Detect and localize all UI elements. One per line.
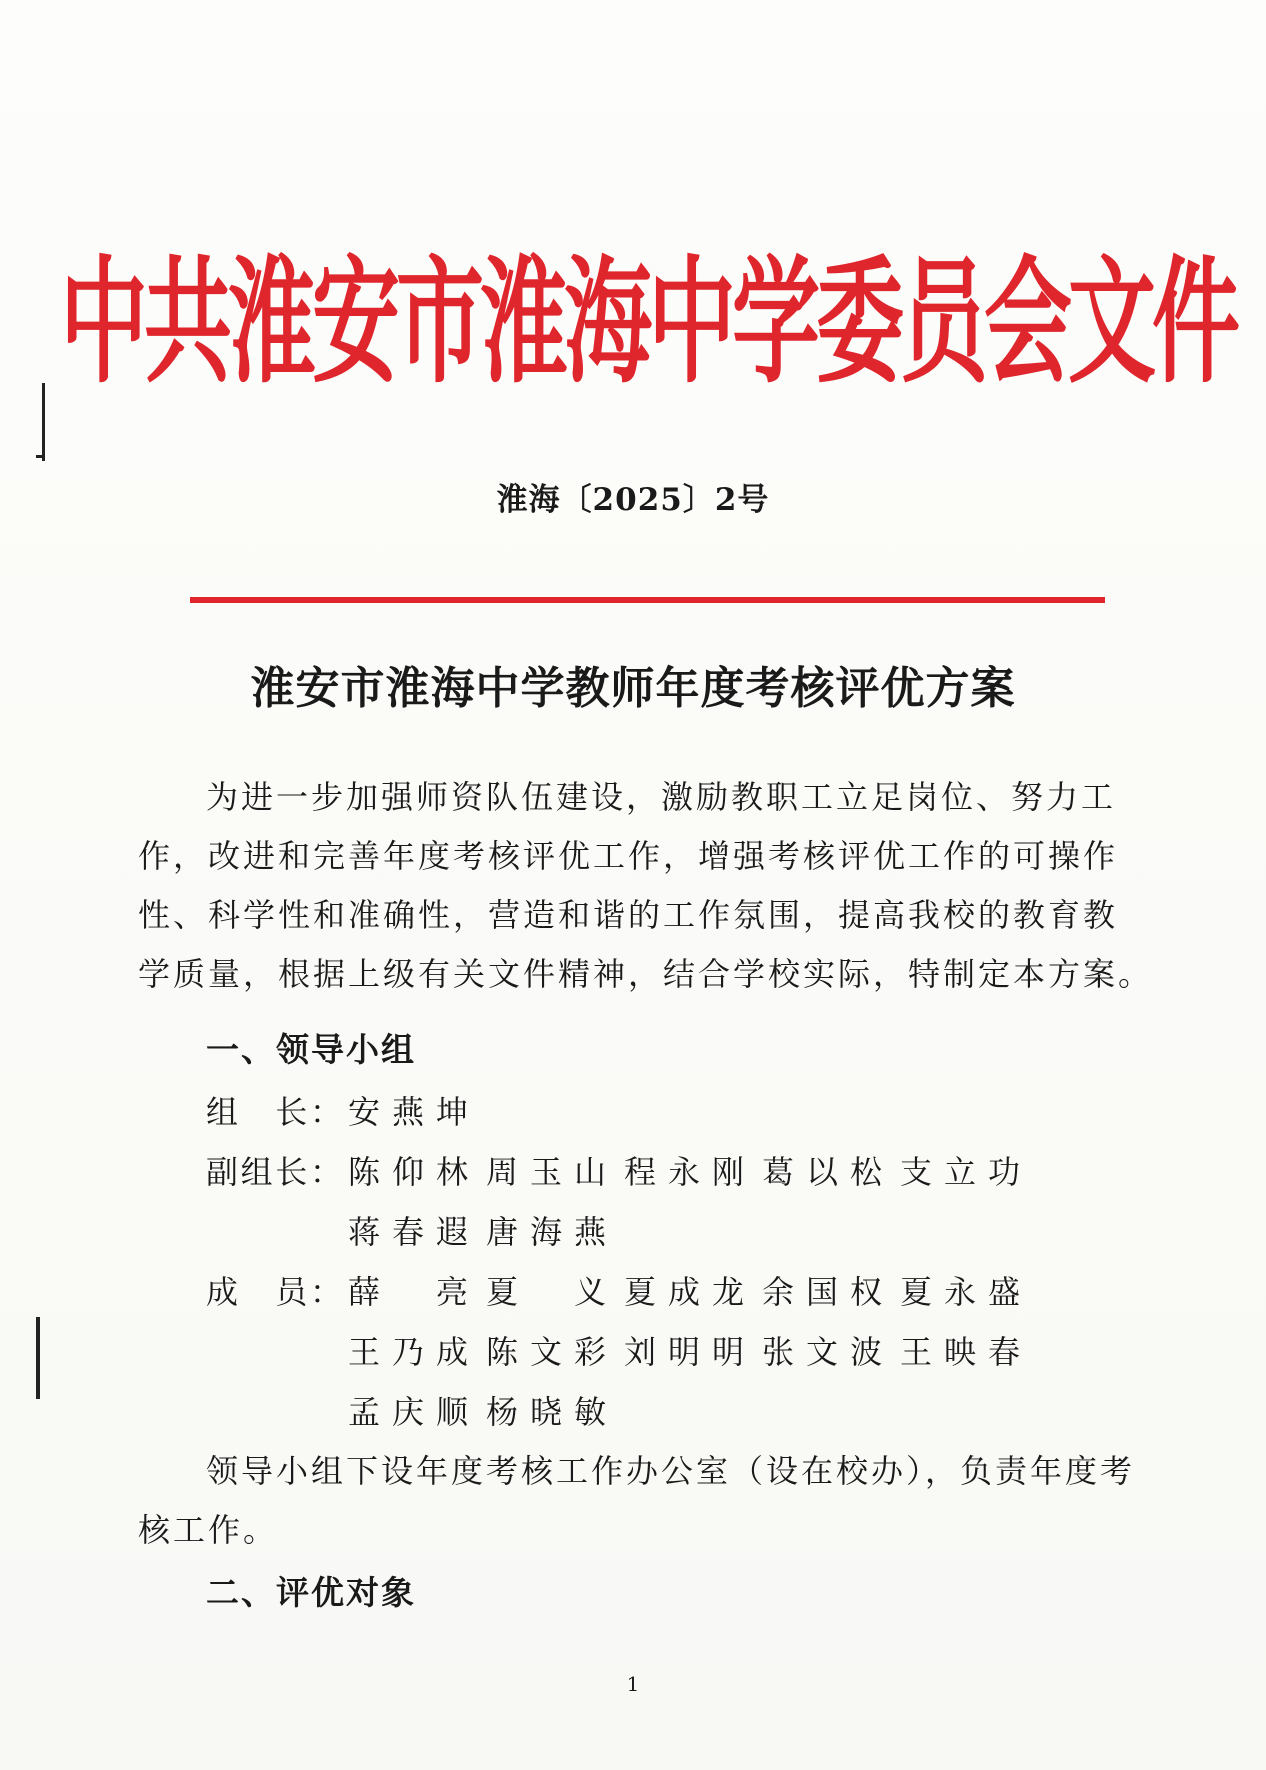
member-name: 夏 义 (486, 1273, 606, 1311)
member-name: 王 乃 成 (348, 1333, 468, 1371)
paragraph-line: 学质量，根据上级有关文件精神，结合学校实际，特制定本方案。 (138, 955, 1154, 993)
binding-mark (36, 1317, 40, 1399)
section-heading: 一、领导小组 (206, 1030, 416, 1069)
binding-mark (42, 383, 45, 461)
intro-paragraph (138, 768, 1154, 1004)
paragraph-line: 为进一步加强师资队伍建设，激励教职工立足岗位、努力工 (206, 778, 1117, 816)
office-paragraph (138, 1442, 1136, 1560)
binding-mark-tick (36, 455, 45, 458)
deputy-name: 蒋 春 遐 (348, 1213, 468, 1251)
red-divider-line (190, 597, 1105, 603)
deputy-name: 周 玉 山 (486, 1153, 606, 1191)
paragraph-line: 领导小组下设年度考核工作办公室（设在校办），负责年度考 (206, 1452, 1136, 1490)
page-number: 1 (626, 1672, 640, 1696)
members-label: 成 员 ： (206, 1273, 342, 1311)
member-name: 刘 明 明 (624, 1333, 744, 1371)
paragraph-line: 性、科学性和准确性，营造和谐的工作氛围，提高我校的教育教 (138, 896, 1119, 934)
member-name: 孟 庆 顺 (348, 1393, 468, 1431)
member-name: 夏 永 盛 (900, 1273, 1020, 1311)
deputy-name: 支 立 功 (900, 1153, 1020, 1191)
deputy-name: 葛 以 松 (762, 1153, 882, 1191)
deputy-name: 陈 仰 林 (348, 1153, 468, 1191)
member-name: 薛 亮 (348, 1273, 468, 1311)
member-name: 余 国 权 (762, 1273, 882, 1311)
member-name: 夏 成 龙 (624, 1273, 744, 1311)
red-masthead (60, 212, 1237, 412)
paragraph-line: 核工作。 (138, 1511, 279, 1549)
leader-name: 安 燕 坤 (348, 1093, 468, 1131)
member-name: 陈 文 彩 (486, 1333, 606, 1371)
deputy-label: 副 组 长 ： (206, 1153, 342, 1191)
member-name: 张 文 波 (762, 1333, 882, 1371)
document-number: 淮海〔2025〕2号 (496, 482, 770, 518)
member-name: 杨 晓 敏 (486, 1393, 606, 1431)
section-heading: 二、评优对象 (206, 1573, 416, 1612)
paragraph-line: 作，改进和完善年度考核评优工作，增强考核评优工作的可操作 (138, 837, 1119, 875)
deputy-name: 唐 海 燕 (486, 1213, 606, 1251)
deputy-name: 程 永 刚 (624, 1153, 744, 1191)
leader-label: 组 长 ： (206, 1093, 342, 1131)
member-name: 王 映 春 (900, 1333, 1020, 1371)
masthead-text: 中共淮安市淮海中学委员会文件 (60, 242, 1237, 402)
document-title: 淮安市淮海中学教师年度考核评优方案 (250, 663, 1016, 714)
